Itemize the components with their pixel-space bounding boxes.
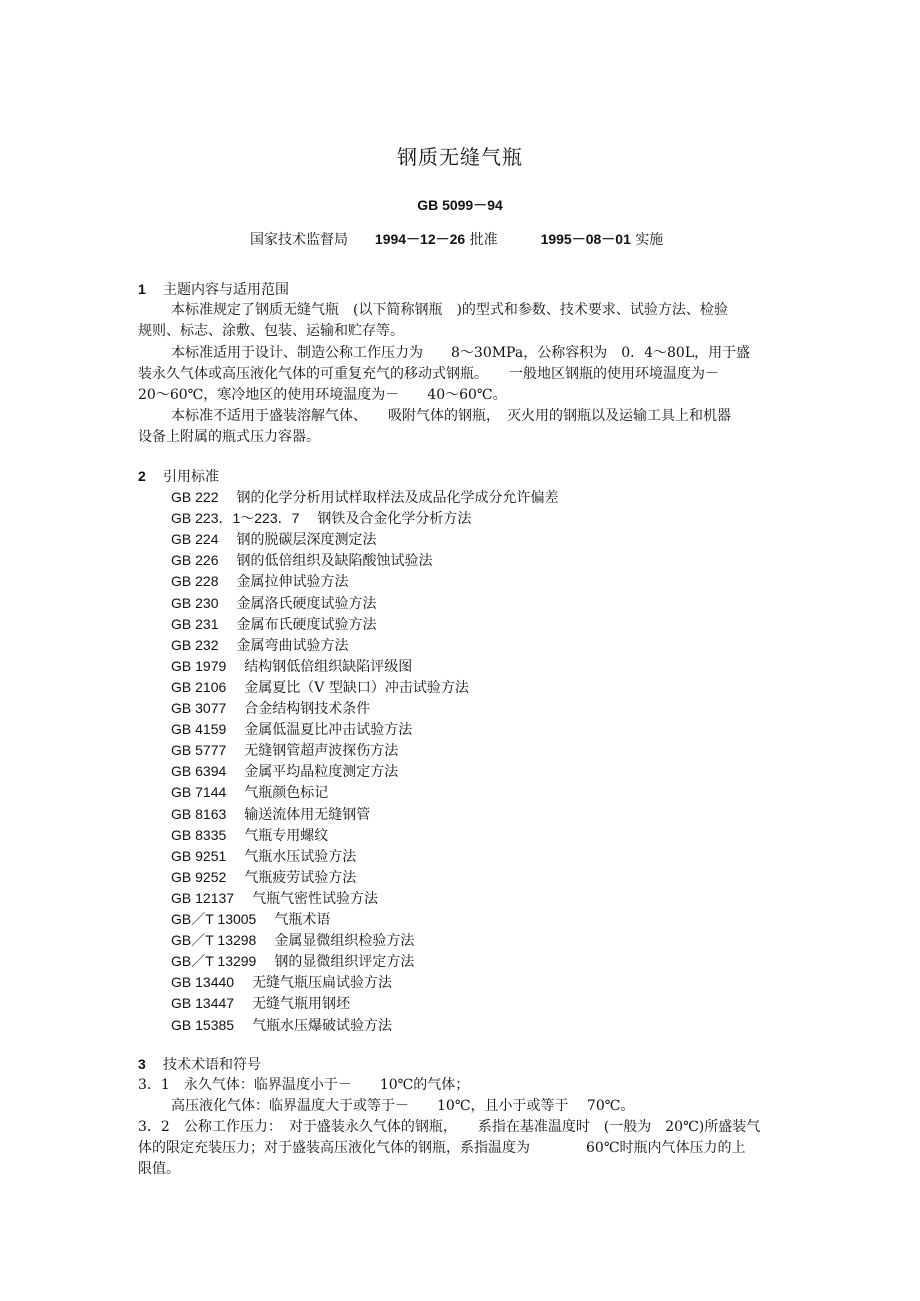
paragraph-line: 限值。 [138,1161,180,1177]
section-number: 2 [138,468,146,484]
reference-item [171,761,398,782]
reference-item [171,972,392,993]
reference-item [171,930,414,951]
reference-title: 金属拉伸试验方法 [236,574,349,590]
approval-line [250,229,663,249]
reference-title: 气瓶术语 [274,912,331,928]
reference-item [171,719,412,740]
reference-code: GB 8335 [171,827,227,843]
reference-title: 输送流体用无缝钢管 [244,807,371,823]
reference-title: 钢的脱碳层深度测定法 [236,532,377,548]
reference-title: 结构钢低倍组织缺陷评级图 [244,659,413,675]
document-title: 钢质无缝气瓶 [397,145,523,169]
reference-code: GB 224 [171,531,219,547]
reference-code: GB 222 [171,489,219,505]
reference-title: 气瓶疲劳试验方法 [244,870,357,886]
reference-item [171,656,412,677]
reference-title: 无缝气瓶压扁试验方法 [252,975,393,991]
reference-code: GB 8163 [171,806,227,822]
reference-item [171,993,350,1014]
section-title: 主题内容与适用范围 [163,282,289,298]
reference-title: 金属夏比（V 型缺口）冲击试验方法 [244,680,469,696]
reference-code: GB 6394 [171,763,227,779]
reference-code: GB 4159 [171,721,227,737]
reference-item [171,635,348,656]
reference-code: GB 5777 [171,742,227,758]
reference-item [171,867,356,888]
reference-item [171,593,376,614]
reference-code: GB 12137 [171,890,235,906]
reference-item [171,571,348,592]
reference-code: GB 3077 [171,700,227,716]
paragraph-line: 高压液化气体：临界温度大于或等于－ 10℃，且小于或等于 70℃。 [171,1098,635,1114]
reference-item [171,782,328,803]
reference-title: 金属低温夏比冲击试验方法 [244,722,413,738]
paragraph-line: 本标准适用于设计、制造公称工作压力为 8～30MPa，公称容积为 0．4～80L，用于盛 [171,345,751,361]
reference-code: GB 1979 [171,658,227,674]
reference-item [171,825,328,846]
reference-code: GB 223．1～223．7 [171,510,300,526]
reference-title: 合金结构钢技术条件 [244,701,371,717]
reference-item [171,1015,392,1036]
reference-title: 气瓶专用螺纹 [244,828,329,844]
reference-title: 钢的低倍组织及缺陷酸蚀试验法 [236,553,433,569]
paragraph-line: 设备上附属的瓶式压力容器。 [138,429,320,445]
reference-code: GB 232 [171,637,219,653]
reference-title: 金属显微组织检验方法 [274,933,415,949]
section-title: 技术术语和符号 [163,1057,261,1073]
reference-item [171,614,376,635]
reference-title: 气瓶气密性试验方法 [252,891,379,907]
reference-item [171,804,370,825]
reference-item [171,508,471,529]
reference-code: GB 230 [171,595,219,611]
reference-item [171,529,376,550]
reference-code: GB／T 13005 [171,911,257,927]
reference-code: GB 226 [171,552,219,568]
reference-item [171,909,330,930]
reference-code: GB 15385 [171,1017,235,1033]
reference-title: 金属弯曲试验方法 [236,638,349,654]
reference-item [171,550,432,571]
section-number: 3 [138,1056,146,1072]
reference-item [171,846,356,867]
reference-code: GB 228 [171,573,219,589]
reference-title: 金属洛氏硬度试验方法 [236,596,377,612]
reference-code: GB 7144 [171,784,227,800]
reference-item [171,951,414,972]
reference-item [171,677,469,698]
reference-title: 气瓶颜色标记 [244,785,329,801]
reference-title: 无缝气瓶用钢坯 [252,996,351,1012]
approve-date: 1994－12－26 [374,231,466,247]
impl-date: 1995－08－01 [540,231,631,247]
standard-number: GB 5099－94 [417,197,503,213]
reference-title: 钢的化学分析用试样取样法及成品化学成分允许偏差 [236,490,559,506]
approve-label: 批准 [469,232,498,248]
paragraph-line: 本标准规定了钢质无缝气瓶 (以下简称钢瓶 )的型式和参数、技术要求、试验方法、检验 [171,302,728,318]
paragraph-line: 装永久气体或高压液化气体的可重复充气的移动式钢瓶。 一般地区钢瓶的使用环境温度为－ [138,366,719,382]
paragraph-line: 20～60℃，寒冷地区的使用环境温度为－ 40～60℃。 [138,387,507,403]
reference-item [171,888,378,909]
section-number: 1 [138,281,146,297]
issuer: 国家技术监督局 [250,232,348,248]
section-title: 引用标准 [163,469,219,485]
reference-title: 无缝钢管超声波探伤方法 [244,743,399,759]
paragraph-line: 规则、标志、涂敷、包装、运输和贮存等。 [138,323,404,339]
paragraph-line: 3．1 永久气体：临界温度小于－ 10℃的气体； [138,1077,470,1093]
reference-title: 金属布氏硬度试验方法 [236,617,377,633]
section-1-heading [138,279,289,300]
reference-code: GB／T 13299 [171,953,257,969]
reference-title: 气瓶水压试验方法 [244,849,357,865]
section-3-heading [138,1054,261,1075]
reference-title: 钢铁及合金化学分析方法 [317,511,472,527]
section-2-heading [138,466,219,487]
reference-code: GB 9252 [171,869,227,885]
reference-code: GB／T 13298 [171,932,257,948]
reference-title: 金属平均晶粒度测定方法 [244,764,399,780]
reference-title: 气瓶水压爆破试验方法 [252,1018,393,1034]
reference-code: GB 2106 [171,679,227,695]
reference-title: 钢的显微组织评定方法 [274,954,415,970]
reference-item [171,487,558,508]
paragraph-line: 体的限定充装压力；对于盛装高压液化气体的钢瓶，系指温度为 60℃时瓶内气体压力的上 [138,1140,746,1156]
reference-code: GB 13440 [171,974,235,990]
paragraph-line: 本标准不适用于盛装溶解气体、 吸附气体的钢瓶， 灭火用的钢瓶以及运输工具上和机器 [171,408,731,424]
reference-item [171,740,398,761]
reference-code: GB 9251 [171,848,227,864]
reference-code: GB 13447 [171,995,235,1011]
impl-label: 实施 [635,232,664,248]
reference-code: GB 231 [171,616,219,632]
paragraph-line: 3．2 公称工作压力： 对于盛装永久气体的钢瓶， 系指在基准温度时 (一般为 20℃)所盛装气 [138,1119,761,1135]
reference-item [171,698,370,719]
